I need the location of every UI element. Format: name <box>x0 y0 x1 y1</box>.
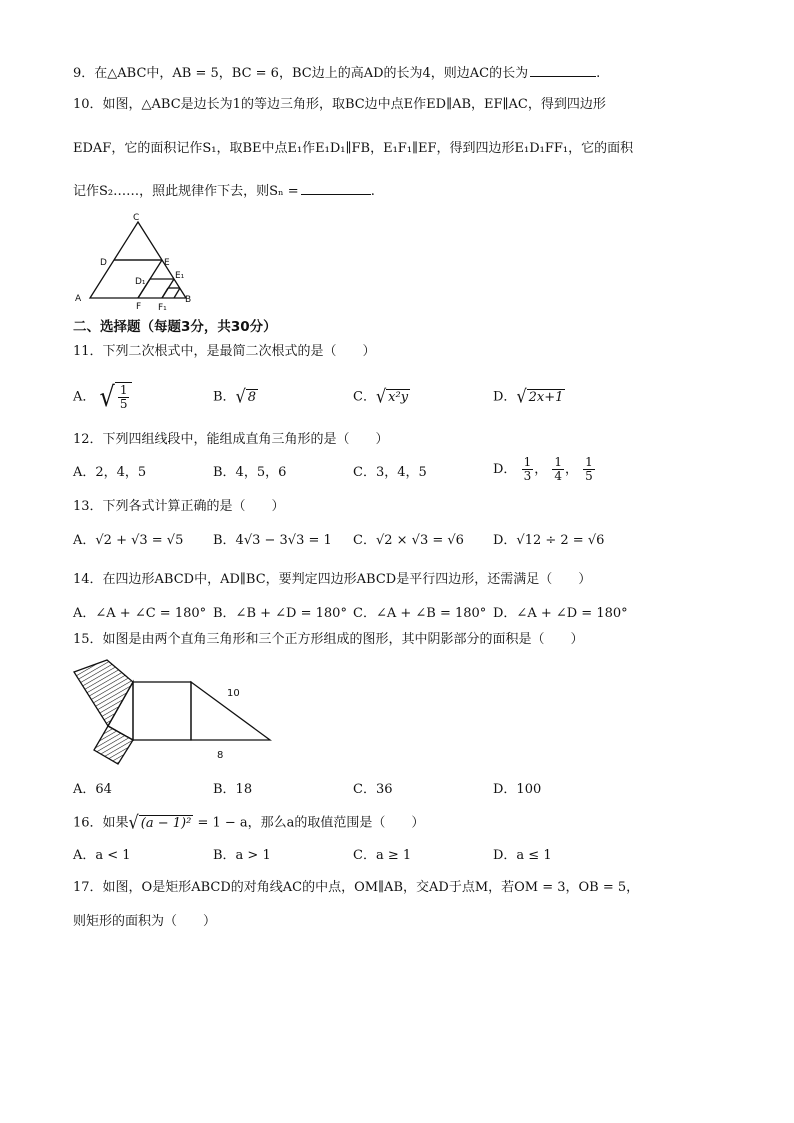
option-11-a[interactable]: A． √ $\frac{1}{5}$ <box>73 382 132 412</box>
squares-triangles-figure-15 <box>70 656 280 766</box>
question-10-line2: EDAF，它的面积记作S₁，取BE中点E₁作E₁D₁∥FB，E₁F₁∥EF，得到四边形E₁D₁FF₁，它的面积 <box>73 141 634 156</box>
option-15-b[interactable]: B．18 <box>213 782 253 797</box>
option-14-d[interactable]: D．∠A + ∠D = 180° <box>493 606 628 621</box>
option-16-c[interactable]: C．a ≥ 1 <box>353 848 412 863</box>
question-16-stem: 16．如果 √ (a − 1)² = 1 − a，那么a的取值范围是（ ） <box>73 811 425 834</box>
sqrt-fraction: √ $\frac{1}{5}$ <box>100 382 133 412</box>
question-14-stem: 14．在四边形ABCD中，AD∥BC，要判定四边形ABCD是平行四边形，还需满足（ ） <box>73 572 592 587</box>
option-13-a[interactable]: A．√2 + √3 = √5 <box>73 533 184 548</box>
fig10-label-e1: E₁ <box>175 271 185 281</box>
option-12-c[interactable]: C．3，4，5 <box>353 465 427 480</box>
option-12-d[interactable]: D． $\frac{1}{3}$ ， $\frac{1}{4}$ ， $\frac{1}{5}$ <box>493 455 593 483</box>
question-10-line1: 10．如图，△ABC是边长为1的等边三角形，取BC边中点E作ED∥AB，EF∥AC，得到四边形 <box>73 97 606 112</box>
figure-15-label-10: 10 <box>227 688 240 699</box>
option-15-c[interactable]: C．36 <box>353 782 393 797</box>
fig10-label-d: D <box>100 258 107 268</box>
option-14-c[interactable]: C．∠A + ∠B = 180° <box>353 606 487 621</box>
section-heading-choice: 二、选择题（每题3分，共30分） <box>73 319 277 335</box>
fig10-label-f1: F₁ <box>158 303 167 313</box>
question-17-line1: 17．如图，O是矩形ABCD的对角线AC的中点，OM∥AB，交AD于点M，若OM = 3，OB = 5， <box>73 880 640 895</box>
option-16-b[interactable]: B．a > 1 <box>213 848 271 863</box>
option-13-b[interactable]: B．4√3 − 3√3 = 1 <box>213 533 332 548</box>
question-15-stem: 15．如图是由两个直角三角形和三个正方形组成的图形，其中阴影部分的面积是（ ） <box>73 632 584 647</box>
option-13-c[interactable]: C．√2 × √3 = √6 <box>353 533 464 548</box>
option-11-d[interactable]: D． √ 2x+1 <box>493 385 564 408</box>
option-12-a[interactable]: A．2，4，5 <box>73 465 147 480</box>
fig10-label-f: F <box>136 302 142 312</box>
answer-blank-10[interactable] <box>301 182 371 195</box>
option-14-b[interactable]: B．∠B + ∠D = 180° <box>213 606 347 621</box>
answer-blank-9[interactable] <box>530 64 596 77</box>
question-11-stem: 11．下列二次根式中，是最简二次根式的是（ ） <box>73 344 376 359</box>
fig10-label-e: E <box>164 258 170 268</box>
option-16-d[interactable]: D．a ≤ 1 <box>493 848 552 863</box>
question-12-stem: 12．下列四组线段中，能组成直角三角形的是（ ） <box>73 432 389 447</box>
question-9-number: 9． <box>73 66 95 81</box>
fig10-label-b: B <box>185 295 192 305</box>
fig10-label-d1: D₁ <box>135 277 146 287</box>
figure-15-label-8: 8 <box>217 750 224 761</box>
fig10-label-c: C <box>133 213 140 223</box>
fig10-label-a: A <box>75 294 82 304</box>
option-13-d[interactable]: D．√12 ÷ 2 = √6 <box>493 533 605 548</box>
option-12-b[interactable]: B．4，5，6 <box>213 465 287 480</box>
question-9-text: 在△ABC中，AB = 5，BC = 6，BC边上的高AD的长为4，则边AC的长为 <box>94 66 529 81</box>
option-14-a[interactable]: A．∠A + ∠C = 180° <box>73 606 207 621</box>
option-16-a[interactable]: A．a < 1 <box>73 848 131 863</box>
option-11-c[interactable]: C． √ x²y <box>353 385 409 408</box>
triangle-figure-10 <box>72 208 202 316</box>
question-17-line2: 则矩形的面积为（ ） <box>73 914 217 929</box>
question-9: 9．在△ABC中，AB = 5，BC = 6，BC边上的高AD的长为4，则边AC的长为 . <box>73 66 601 81</box>
option-15-a[interactable]: A．64 <box>73 782 112 797</box>
option-15-d[interactable]: D．100 <box>493 782 542 797</box>
question-10-line3: 记作S₂……，照此规律作下去，则Sₙ = . <box>73 184 375 199</box>
question-13-stem: 13．下列各式计算正确的是（ ） <box>73 499 285 514</box>
option-11-b[interactable]: B． √ 8 <box>213 385 257 408</box>
